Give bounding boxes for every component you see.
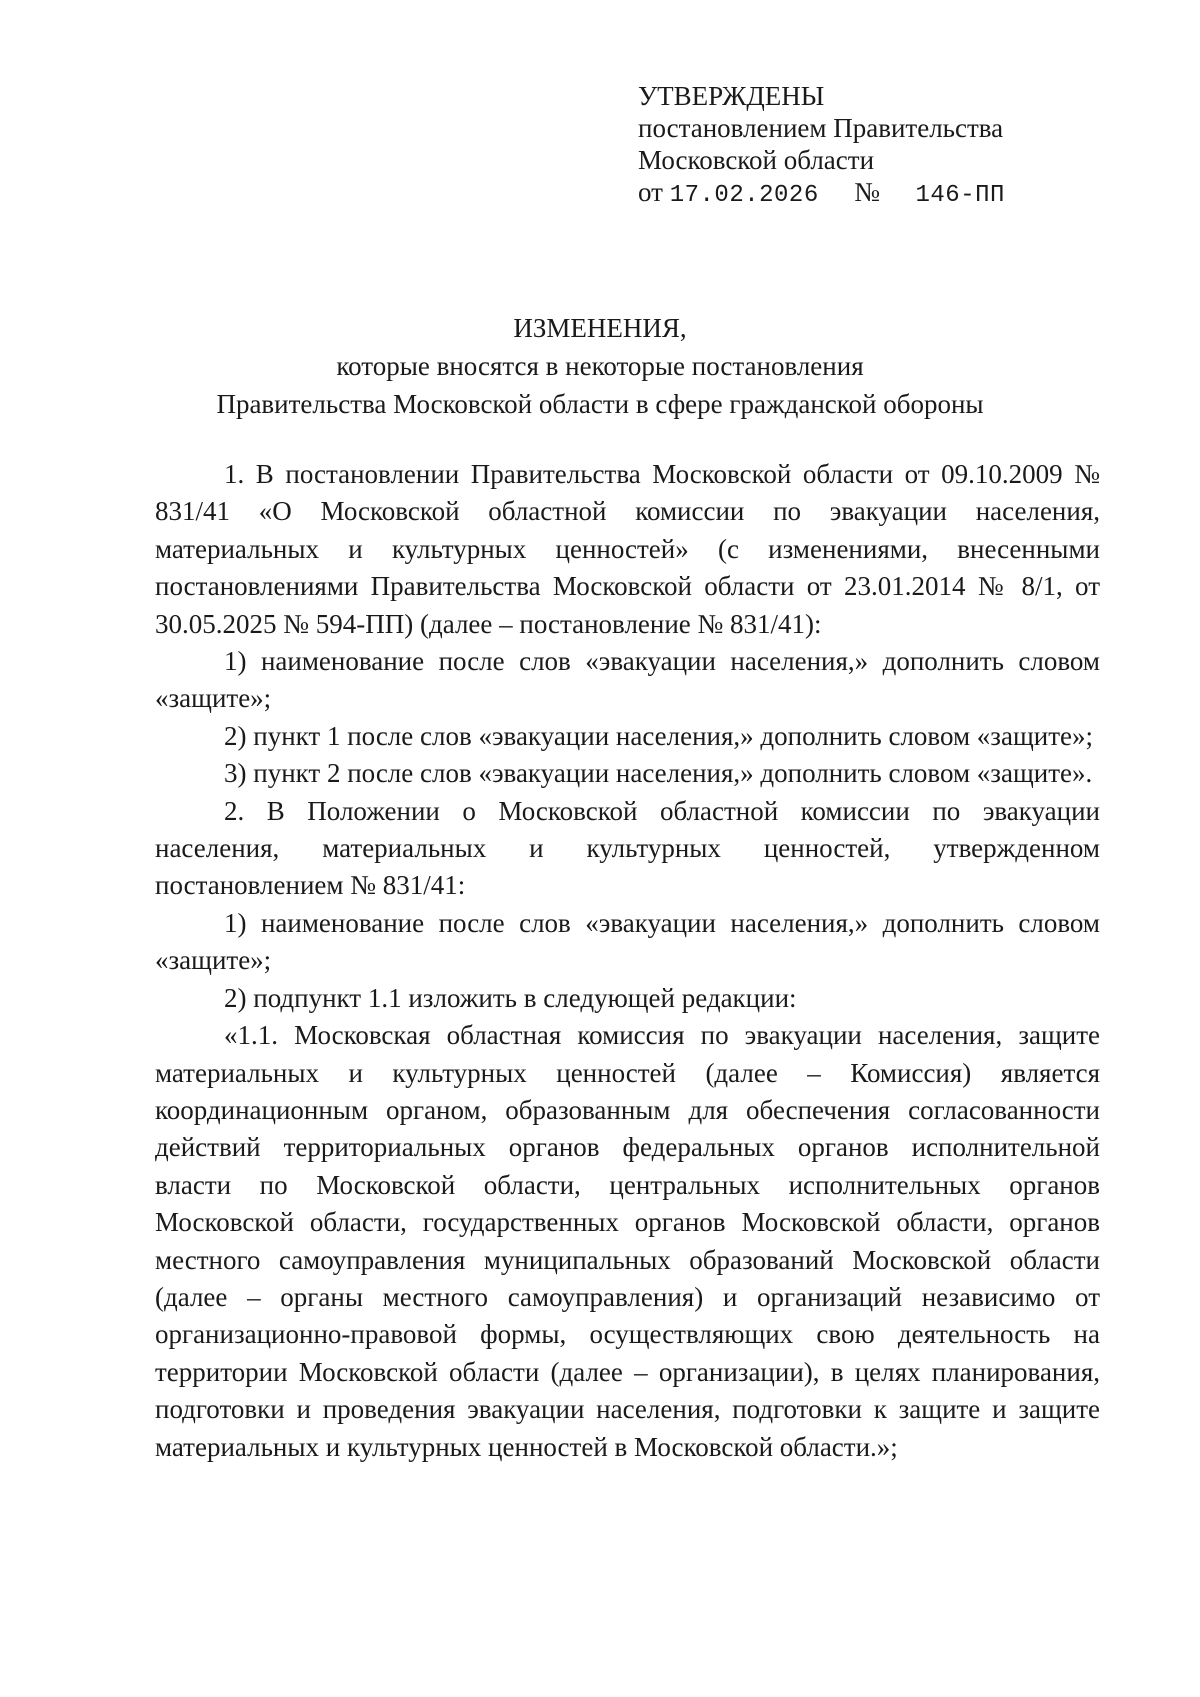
approval-date: 17.02.2026 bbox=[669, 182, 819, 209]
approval-issuer: постановлением Правительства bbox=[638, 113, 1004, 143]
document-subtitle-line-2: Правительства Московской области в сфере гражданской обороны bbox=[216, 389, 984, 419]
approval-date-number bbox=[638, 176, 1005, 212]
approval-region: Московской области bbox=[638, 145, 875, 175]
paragraph-2: 2. В Положении о Московской областной комиссии по эвакуации населения, материальных и культурных ценностей, утвержденном постановлением № 831/41: bbox=[155, 795, 1100, 901]
paragraph-1-item-2: 2) пункт 1 после слов «эвакуации населения,» дополнить словом «защите»; bbox=[224, 720, 1093, 751]
paragraph-1-item-3: 3) пункт 2 после слов «эвакуации населения,» дополнить словом «защите». bbox=[224, 758, 1093, 789]
paragraph-2-item-2: 2) подпункт 1.1 изложить в следующей редакции: bbox=[224, 982, 797, 1013]
paragraph-1: 1. В постановлении Правительства Московской области от 09.10.2009 № 831/41 «О Московской областной комиссии по эвакуации населения, материальных и культурных ценностей» (с изменениями, внесенными постановлениями Правительства Московской области от 23.01.2014 № 8/1, от 30.05.2025 № 594-ПП) (далее – постановление № 831/41): bbox=[155, 459, 1100, 639]
approval-number-sign: № bbox=[854, 177, 880, 207]
document-subtitle-line-1: которые вносятся в некоторые постановления bbox=[336, 351, 864, 381]
paragraph-2-quote: «1.1. Московская областная комиссия по эвакуации населения, защите материальных и культурных ценностей (далее – Комиссия) является координационным органом, образованным для обеспечения согласованности действий территориальных органов федеральных органов исполнительной власти по Московской области, центральных исполнительных органов Московской области, государственных органов Московской области, органов местного самоуправления муниципальных образований Московской области (далее – органы местного самоуправления) и организаций независимо от организационно-правовой формы, осуществляющих свою деятельность на территории Московской области (далее – организации), в целях планирования, подготовки и проведения эвакуации населения, подготовки к защите и защите материальных и культурных ценностей в Московской области.»; bbox=[155, 1020, 1100, 1462]
approval-date-prefix: от bbox=[638, 177, 663, 207]
approval-number: 146-ПП bbox=[915, 182, 1005, 209]
approval-title: УТВЕРЖДЕНЫ bbox=[638, 81, 825, 111]
approval-stamp bbox=[638, 80, 1005, 212]
document-body bbox=[155, 456, 1100, 1466]
paragraph-1-item-1: 1) наименование после слов «эвакуации населения,» дополнить словом «защите»; bbox=[155, 646, 1100, 714]
document-title: ИЗМЕНЕНИЯ, bbox=[513, 313, 687, 343]
paragraph-2-item-1: 1) наименование после слов «эвакуации населения,» дополнить словом «защите»; bbox=[155, 907, 1100, 976]
